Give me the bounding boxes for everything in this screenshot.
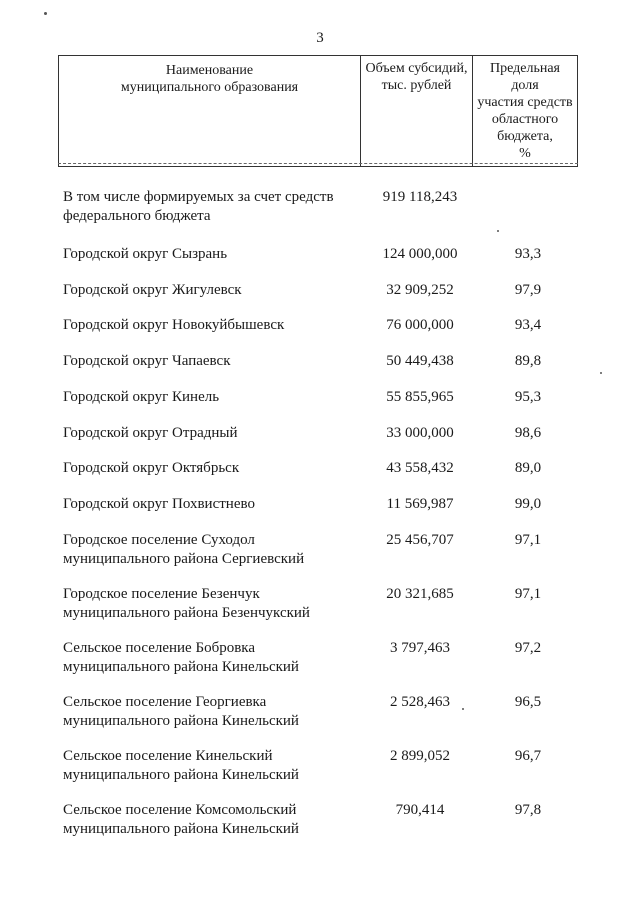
max-share: 89,8 — [514, 353, 542, 369]
name-line: муниципального района Кинельский — [63, 767, 299, 783]
subsidy-amount: 25 456,707 — [386, 532, 454, 548]
header-text-line: доля — [511, 78, 539, 93]
max-share: 99,0 — [514, 496, 542, 512]
name-line: В том числе формируемых за счет средств — [63, 189, 334, 205]
table-header — [58, 55, 578, 167]
max-share: 97,9 — [514, 282, 542, 298]
name-line: Городское поселение Безенчук — [63, 586, 260, 602]
name-line: Сельское поселение Кинельский — [63, 748, 273, 764]
scan-speck — [44, 12, 47, 15]
municipality-name — [63, 352, 363, 371]
header-subsidy-amount — [361, 56, 473, 166]
name-line: Городское поселение Суходол — [63, 532, 255, 548]
municipality-name — [63, 281, 363, 300]
municipality-name — [63, 639, 363, 677]
header-text-line: % — [519, 146, 531, 161]
name-line: муниципального района Кинельский — [63, 659, 299, 675]
header-text-line: Объем субсидий, — [365, 61, 468, 76]
header-text-line: Предельная — [490, 61, 560, 76]
header-text-line: Наименование — [165, 63, 254, 78]
header-text-line: бюджета, — [497, 129, 553, 144]
subsidy-amount: 2 528,463 — [390, 694, 450, 710]
name-line: Сельское поселение Бобровка — [63, 640, 255, 656]
name-line: муниципального района Безенчукский — [63, 605, 310, 621]
subsidy-amount: 124 000,000 — [382, 246, 458, 262]
municipality-name — [63, 495, 363, 514]
max-share: 97,1 — [514, 532, 542, 548]
name-line: муниципального района Сергиевский — [63, 551, 305, 567]
max-share: 89,0 — [514, 460, 542, 476]
max-share: 93,3 — [514, 246, 542, 262]
header-max-share — [473, 56, 577, 166]
municipality-name — [63, 388, 363, 407]
scan-speck — [600, 372, 602, 374]
municipality-name — [63, 531, 363, 569]
max-share: 95,3 — [514, 389, 542, 405]
header-text-line: областного — [491, 112, 559, 127]
header-municipality — [59, 56, 361, 166]
max-share: 97,8 — [514, 802, 542, 818]
subsidy-amount: 33 000,000 — [386, 425, 454, 441]
max-share: 93,4 — [514, 317, 542, 333]
municipality-name — [63, 245, 363, 264]
name-line: Городской округ Чапаевск — [63, 353, 231, 369]
name-line: Городской округ Сызрань — [63, 246, 228, 262]
subsidy-amount: 43 558,432 — [386, 460, 454, 476]
max-share: 98,6 — [514, 425, 542, 441]
max-share: 96,7 — [514, 748, 542, 764]
name-line: Городской округ Жигулевск — [63, 282, 242, 298]
subsidy-amount: 919 118,243 — [382, 189, 458, 205]
page-number: 3 — [316, 30, 324, 46]
name-line: Городской округ Похвистнево — [63, 496, 255, 512]
subsidy-amount: 2 899,052 — [390, 748, 450, 764]
name-line: Сельское поселение Комсомольский — [63, 802, 297, 818]
municipality-name — [63, 316, 363, 335]
subsidy-amount: 790,414 — [395, 802, 445, 818]
name-line: Городской округ Кинель — [63, 389, 220, 405]
name-line: муниципального района Кинельский — [63, 821, 299, 837]
scan-speck — [497, 230, 499, 232]
municipality-name — [63, 459, 363, 478]
subsidy-amount: 50 449,438 — [386, 353, 454, 369]
subsidy-amount: 20 321,685 — [386, 586, 454, 602]
header-text-line: участия средств — [477, 95, 573, 110]
municipality-name — [63, 693, 363, 731]
name-line: федерального бюджета — [63, 208, 211, 224]
max-share: 97,2 — [514, 640, 542, 656]
max-share: 96,5 — [514, 694, 542, 710]
subsidy-amount: 55 855,965 — [386, 389, 454, 405]
municipality-name — [63, 801, 363, 839]
name-line: муниципального района Кинельский — [63, 713, 299, 729]
name-line: Городской округ Октябрьск — [63, 460, 240, 476]
name-line: Городской округ Новокуйбышевск — [63, 317, 285, 333]
name-line: Городской округ Отрадный — [63, 425, 238, 441]
subsidy-amount: 76 000,000 — [386, 317, 454, 333]
municipality-name — [63, 188, 363, 226]
name-line: Сельское поселение Георгиевка — [63, 694, 267, 710]
municipality-name — [63, 585, 363, 623]
header-text-line: муниципального образования — [120, 80, 299, 95]
subsidy-amount: 32 909,252 — [386, 282, 454, 298]
header-divider — [58, 163, 578, 164]
header-text-line: тыс. рублей — [381, 78, 452, 93]
subsidy-amount: 11 569,987 — [386, 496, 454, 512]
municipality-name — [63, 424, 363, 443]
max-share: 97,1 — [514, 586, 542, 602]
subsidy-amount: 3 797,463 — [390, 640, 450, 656]
municipality-name — [63, 747, 363, 785]
